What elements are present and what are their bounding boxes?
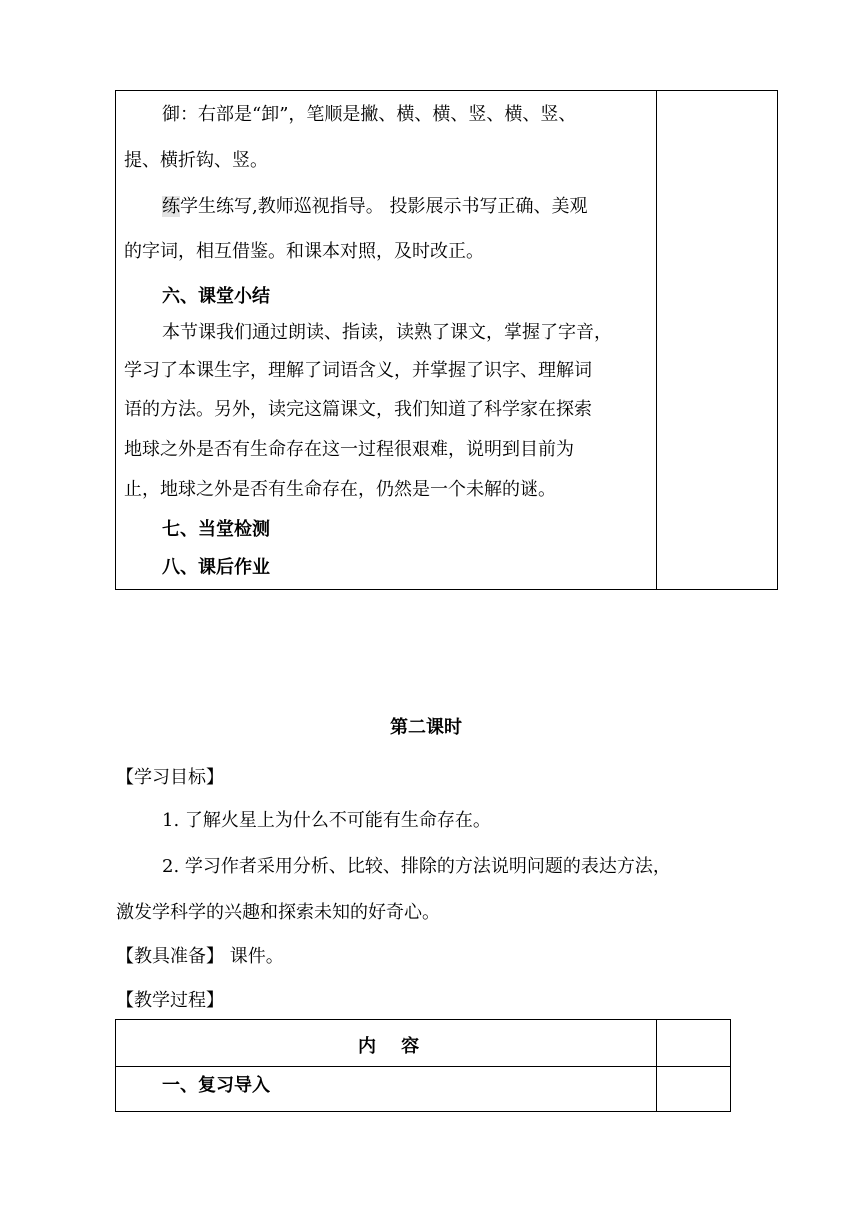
lesson-table <box>115 1019 731 1112</box>
summary-line-1: 本节课我们通过朗读、指读，读熟了课文，掌握了字音， <box>162 322 612 343</box>
practice-line-2: 的字词，相互借鉴。和课本对照，及时改正。 <box>124 241 484 262</box>
stroke-order-line-1: 御：右部是“卸”，笔顺是撇、横、横、竖、横、竖、 <box>162 104 577 125</box>
summary-line-4: 地球之外是否有生命存在这一过程很艰难，说明到目前为 <box>124 439 574 460</box>
teaching-process-label: 【教学过程】 <box>116 990 224 1011</box>
heading-review-intro: 一、复习导入 <box>162 1075 270 1096</box>
summary-line-5: 止，地球之外是否有生命存在，仍然是一个未解的谜。 <box>124 479 556 500</box>
column-divider <box>656 91 657 589</box>
teaching-tools: 【教具准备】 课件。 <box>116 946 284 967</box>
objectives-label: 【学习目标】 <box>116 767 224 788</box>
table-header-content: 内 容 <box>358 1036 420 1057</box>
heading-class-summary: 六、课堂小结 <box>162 286 270 307</box>
practice-line-1 <box>162 192 587 218</box>
summary-line-2: 学习了本课生字，理解了词语含义，并掌握了识字、理解词 <box>124 360 592 381</box>
heading-homework: 八、课后作业 <box>162 557 270 578</box>
practice-highlight: 练 <box>162 196 180 217</box>
objective-2-line-2: 激发学科学的兴趣和探索未知的好奇心。 <box>116 902 440 923</box>
section-title: 第二课时 <box>390 717 462 738</box>
objective-2-line-1: 2. 学习作者采用分析、比较、排除的方法说明问题的表达方法， <box>162 856 671 877</box>
objective-1: 1. 了解火星上为什么不可能有生命存在。 <box>162 810 491 831</box>
heading-in-class-test: 七、当堂检测 <box>162 519 270 540</box>
row-divider <box>116 1066 730 1067</box>
summary-line-3: 语的方法。另外，读完这篇课文，我们知道了科学家在探索 <box>124 399 592 420</box>
stroke-order-line-2: 提、横折钩、竖。 <box>124 150 268 171</box>
practice-text: 学生练写,教师巡视指导。 投影展示书写正确、美观 <box>180 196 588 217</box>
